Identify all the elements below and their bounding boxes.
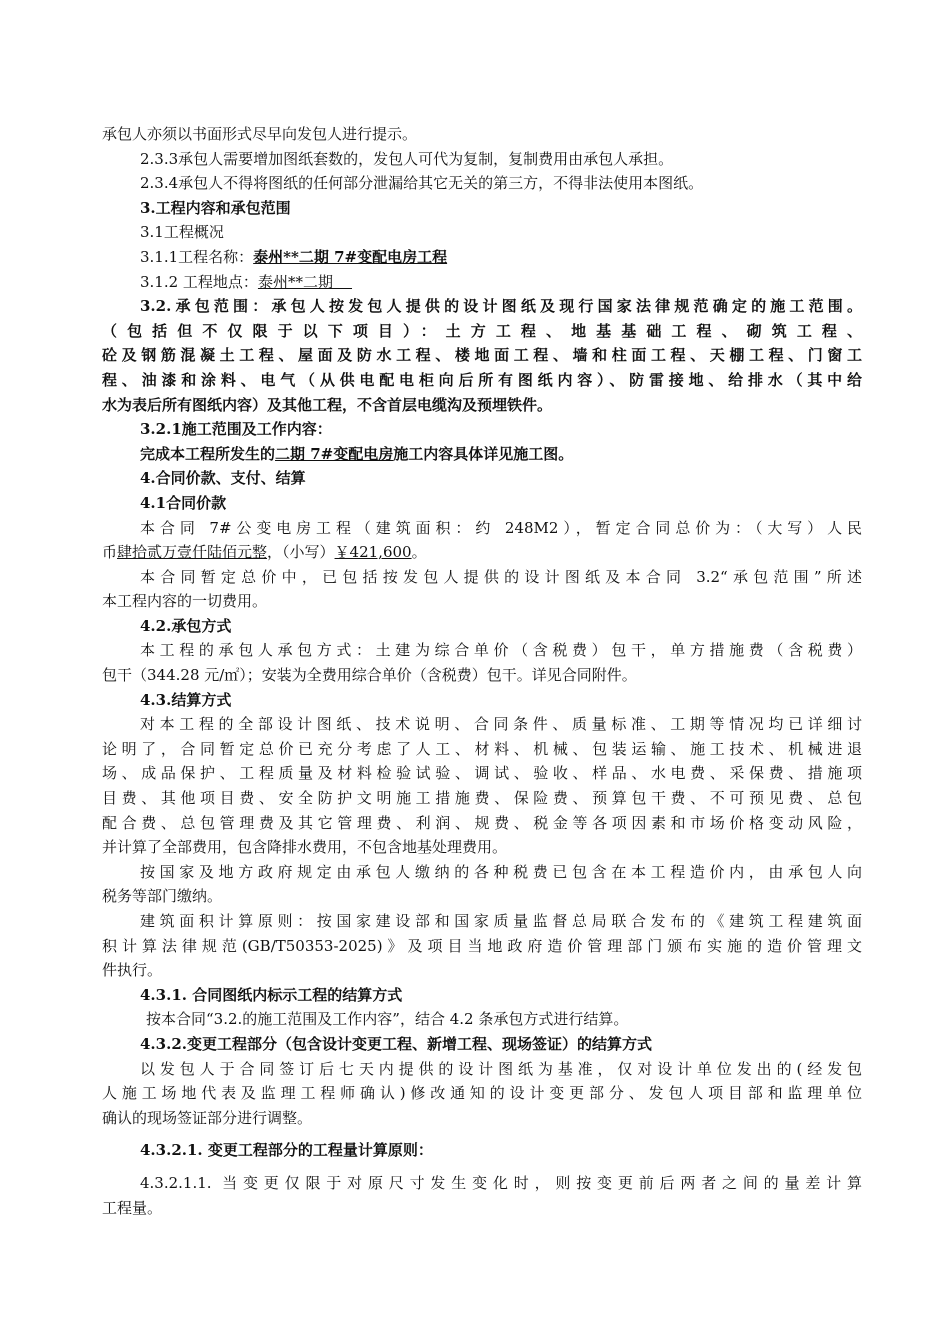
work-content-line [102, 442, 862, 467]
project-name-value: 泰州**二期 7#变配电房工程 [253, 247, 448, 266]
text-line: 按国家及地方政府规定由承包人缴纳的各种税费已包含在本工程造价内，由承包人向 [140, 862, 862, 881]
text-span: 施工内容具体详见施工图。 [393, 444, 574, 463]
text-span: 币 [102, 543, 118, 562]
text-line: 本工程的承包人承包方式：土建为综合单价（含税费）包干，单方措施费（含税费） [140, 641, 862, 660]
text-line: 以发包人于合同签订后七天内提供的设计图纸为基准，仅对设计单位发出的(经发包 [140, 1059, 862, 1078]
text-line: 积计算法律规范(GB/T50353-2025)》及项目当地政府造价管理部门颁布实施的造价管理文 [102, 936, 862, 955]
subsection-heading-4-3-2-1: 4.3.2.1. 变更工程部分的工程量计算原则： [140, 1141, 433, 1160]
text-line: 水为表后所有图纸内容）及其他工程，不含首层电缆沟及预埋铁件。 [102, 395, 553, 414]
text-line: 件执行。 [102, 961, 163, 980]
project-name-label: 3.1.1工程名称： [140, 247, 254, 266]
scope-clause-3-2: 3.2.承包范围：承包人按发包人提供的设计图纸及现行国家法律规范确定的施工范围。 [140, 297, 862, 316]
project-location-value: 泰州**二期 [257, 272, 353, 291]
contract-price-amount-line [102, 540, 862, 565]
text-line: 目费、其他项目费、安全防护文明施工措施费、保险费、预算包干费、不可预见费、总包 [102, 789, 862, 808]
text-line: 程、油漆和涂料、电气（从供电配电柜向后所有图纸内容）、防雷接地、给排水（其中给 [102, 370, 862, 389]
contract-price-line: 本合同 7#公变电房工程（建筑面积：约 248M2），暂定合同总价为：（大写）人民 [140, 518, 862, 537]
subsection-heading-4-2: 4.2.承包方式 [140, 616, 232, 635]
amount-in-figures: ￥421,600 [334, 543, 412, 562]
subsection-heading-3-1: 3.1工程概况 [140, 223, 224, 242]
subsection-heading-4-3-1: 4.3.1. 合同图纸内标示工程的结算方式 [140, 985, 403, 1004]
text-line: 砼及钢筋混凝土工程、屋面及防水工程、楼地面工程、墙和柱面工程、天棚工程、门窗工 [102, 346, 862, 365]
text-span: 完成本工程所发生的 [140, 444, 276, 463]
text-line: 场、成品保护、工程质量及材料检验试验、调试、验收、样品、水电费、采保费、措施项 [102, 764, 862, 783]
text-line: 工程量。 [102, 1198, 163, 1217]
text-line: 确认的现场签证部分进行调整。 [102, 1108, 313, 1127]
subsection-heading-4-3: 4.3.结算方式 [140, 690, 232, 709]
subsection-heading-4-1: 4.1合同价款 [140, 493, 227, 512]
section-heading-3: 3.工程内容和承包范围 [140, 198, 291, 217]
text-line: 论明了，合同暂定总价已充分考虑了人工、材料、机械、包装运输、施工技术、机械进退 [102, 739, 862, 758]
work-content-project: 二期 7#变配电房 [275, 444, 394, 463]
text-span: ，（小写） [267, 543, 335, 562]
project-location-line [102, 270, 862, 295]
text-line: 4.3.2.1.1. 当变更仅限于对原尺寸发生变化时，则按变更前后两者之间的量差计算 [140, 1173, 862, 1192]
clause-2-3-3: 2.3.3承包人需要增加图纸套数的，发包人可代为复制，复制费用由承包人承担。 [140, 149, 674, 168]
subsection-heading-4-3-2: 4.3.2.变更工程部分（包含设计变更工程、新增工程、现场签证）的结算方式 [140, 1034, 652, 1053]
text-line: 建筑面积计算原则：按国家建设部和国家质量监督总局联合发布的《建筑工程建筑面 [140, 912, 862, 930]
amount-in-words: 肆拾贰万壹仟陆佰元整 [117, 543, 268, 562]
document-body [102, 122, 862, 1220]
text-line: 对本工程的全部设计图纸、技术说明、合同条件、质量标准、工期等情况均已详细讨 [140, 715, 862, 734]
project-name-line [102, 245, 862, 270]
project-location-label: 3.1.2 工程地点： [140, 272, 258, 291]
text-line: 配合费、总包管理费及其它管理费、利润、规费、税金等各项因素和市场价格变动风险， [102, 813, 862, 832]
clause-2-3-4: 2.3.4承包人不得将图纸的任何部分泄漏给其它无关的第三方，不得非法使用本图纸。 [140, 174, 704, 193]
text-line: 按本合同“3.2.的施工范围及工作内容”，结合 4.2 条承包方式进行结算。 [146, 1010, 629, 1029]
text-span: 。 [411, 543, 427, 562]
text-line: 税务等部门缴纳。 [102, 887, 223, 906]
text-line: 本合同暂定总价中，已包括按发包人提供的设计图纸及本合同 3.2“承包范围”所述 [140, 567, 862, 586]
text-line: 承包人亦须以书面形式尽早向发包人进行提示。 [102, 125, 418, 143]
text-line: 包干（344.28 元/㎡）；安装为全费用综合单价（含税费）包干。详见合同附件。 [102, 666, 637, 685]
text-line: 本工程内容的一切费用。 [102, 592, 268, 611]
subsection-heading-3-2-1: 3.2.1施工范围及工作内容： [140, 420, 332, 439]
section-heading-4: 4.合同价款、支付、结算 [140, 469, 306, 488]
text-line: 并计算了全部费用，包含降排水费用，不包含地基处理费用。 [102, 838, 508, 857]
text-line: 人施工场地代表及监理工程师确认)修改通知的设计变更部分、发包人项目部和监理单位 [102, 1084, 862, 1103]
text-line: （包括但不仅限于以下项目）：土方工程、地基基础工程、砌筑工程、 [102, 321, 862, 340]
